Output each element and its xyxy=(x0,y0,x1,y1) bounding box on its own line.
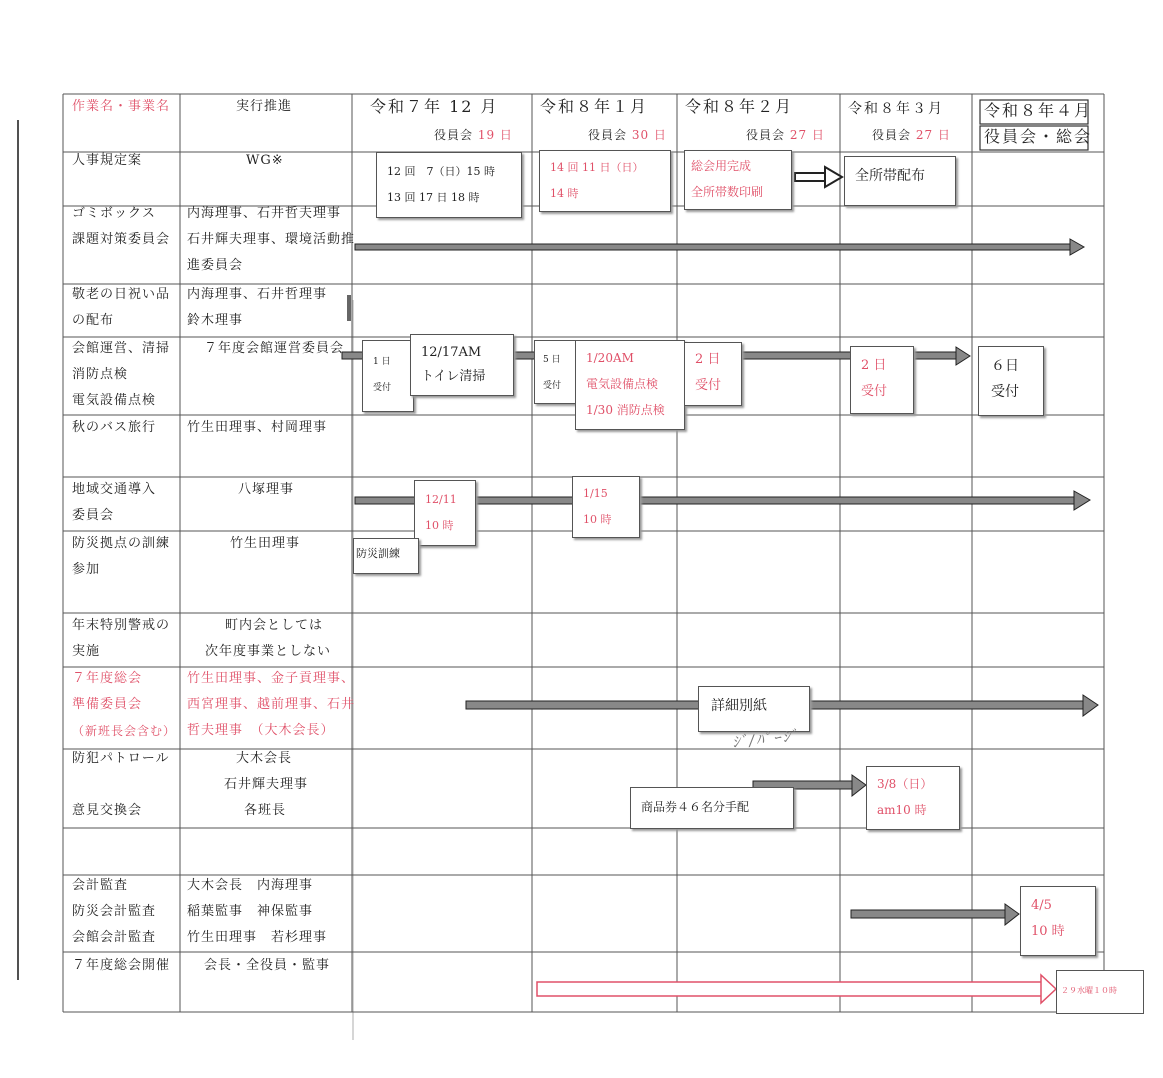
note-kaikan-apr: ６日 受付 xyxy=(978,346,1044,416)
owner-bus: 竹生田理事、村岡理事 xyxy=(187,420,328,435)
owner-keiro: 内海理事、石井哲理事 鈴木理事 xyxy=(187,287,328,328)
note-jinji-dec: 12 回 7（日）15 時 13 回 17 日 18 時 xyxy=(376,152,522,218)
owner-patrol: 大木会長 石井輝夫理事 各班長 xyxy=(224,751,309,818)
note-jinji-jan: 14 回 11 日（日） 14 時 xyxy=(539,150,671,212)
task-kaikan: 会館運営、清掃 消防点検 電気設備点検 xyxy=(72,341,171,408)
arrow-jinji-hollow xyxy=(795,167,842,187)
header-owner-label: 実行推進 xyxy=(236,99,293,114)
note-patrol-coupon: 商品券４６名分手配 xyxy=(630,787,794,829)
month-mar-meeting: 役員会 27 日 xyxy=(872,128,951,142)
note-soukai-day: ２９水曜１０時 xyxy=(1056,970,1144,1014)
note-soukai-prep: 詳細別紙 xyxy=(698,686,810,732)
owner-nenmatsu: 町内会としては 次年度事業としない xyxy=(205,618,332,659)
header-task-label: 作業名・事業名 xyxy=(72,99,171,114)
month-jan-meeting: 役員会 30 日 xyxy=(588,128,667,142)
owner-gomibox: 内海理事、石井哲夫理事 石井輝夫理事、環境活動推 進委員会 xyxy=(187,206,356,273)
note-audit-apr: 4/5 10 時 xyxy=(1020,886,1096,956)
month-jan: 令和８年１月 xyxy=(540,97,649,116)
note-kaikan-5: 5 日 受付 xyxy=(534,340,580,404)
month-apr-meeting: 役員会・総会 xyxy=(984,127,1093,146)
owner-kaikan: ７年度会館運営委員会 xyxy=(204,341,345,356)
note-kotsu-dec: 12/11 10 時 xyxy=(414,480,476,546)
arrow-audit xyxy=(851,904,1019,925)
task-jinji: 人事規定案 xyxy=(72,153,143,168)
task-bus: 秋のバス旅行 xyxy=(72,420,157,435)
owner-kotsu: 八塚理事 xyxy=(238,482,295,497)
handwritten-note: ｼﾞ/ﾊﾟｰｼﾞ xyxy=(731,726,801,752)
owner-soukai-prep: 竹生田理事、金子貢理事、 西宮理事、越前理事、石井 哲夫理事 （大木会長） xyxy=(187,671,356,738)
note-bousai: 防災訓練 xyxy=(353,538,419,574)
month-apr: 令和８年４月 xyxy=(984,101,1093,120)
task-keiro: 敬老の日祝い品 の配布 xyxy=(72,287,171,328)
owner-audit: 大木会長 内海理事 稲葉監事 神保監事 竹生田理事 若杉理事 xyxy=(187,878,328,945)
note-kaikan-clean: 12/17AM トイレ清掃 xyxy=(410,334,514,396)
note-kaikan-jan: 1/20AM 電気設備点検 1/30 消防点検 xyxy=(575,340,685,430)
owner-jinji: WG※ xyxy=(246,153,284,168)
note-jinji-feb: 総会用完成 全所帯数印刷 xyxy=(684,150,792,210)
task-nenmatsu: 年末特別警戒の 実施 xyxy=(72,618,171,659)
month-feb-meeting: 役員会 27 日 xyxy=(746,128,825,142)
task-kotsu: 地域交通導入 委員会 xyxy=(72,482,157,523)
note-jinji-mar: 全所帯配布 xyxy=(844,156,956,206)
note-kaikan-feb: 2 日 受付 xyxy=(684,342,742,406)
scan-mark xyxy=(347,295,351,321)
owner-soukai: 会長・全役員・監事 xyxy=(204,958,331,973)
note-kaikan-mar: 2 日 受付 xyxy=(850,346,914,414)
task-gomibox: ゴミボックス 課題対策委員会 xyxy=(72,206,171,247)
note-kaikan-1: 1 日 受付 xyxy=(362,340,414,412)
month-feb: 令和８年２月 xyxy=(685,97,794,116)
month-mar: 令和８年３月 xyxy=(848,101,944,117)
arrow-gomibox xyxy=(355,239,1084,255)
month-dec-meeting: 役員会 19 日 xyxy=(434,128,513,142)
arrow-soukai-day xyxy=(537,975,1056,1003)
task-bousai: 防災拠点の訓練 参加 xyxy=(72,536,171,577)
owner-bousai: 竹生田理事 xyxy=(230,536,301,551)
note-kotsu-jan: 1/15 10 時 xyxy=(572,476,640,538)
note-patrol-mar: 3/8（日） am10 時 xyxy=(866,766,960,830)
month-dec: 令和７年 12 月 xyxy=(370,97,499,116)
task-soukai-prep: ７年度総会 準備委員会 （新班長会含む） xyxy=(72,671,177,738)
task-soukai: ７年度総会開催 xyxy=(72,958,171,973)
task-patrol: 防犯パトロール 意見交換会 xyxy=(72,751,170,818)
task-audit: 会計監査 防災会計監査 会館会計監査 xyxy=(72,878,157,945)
